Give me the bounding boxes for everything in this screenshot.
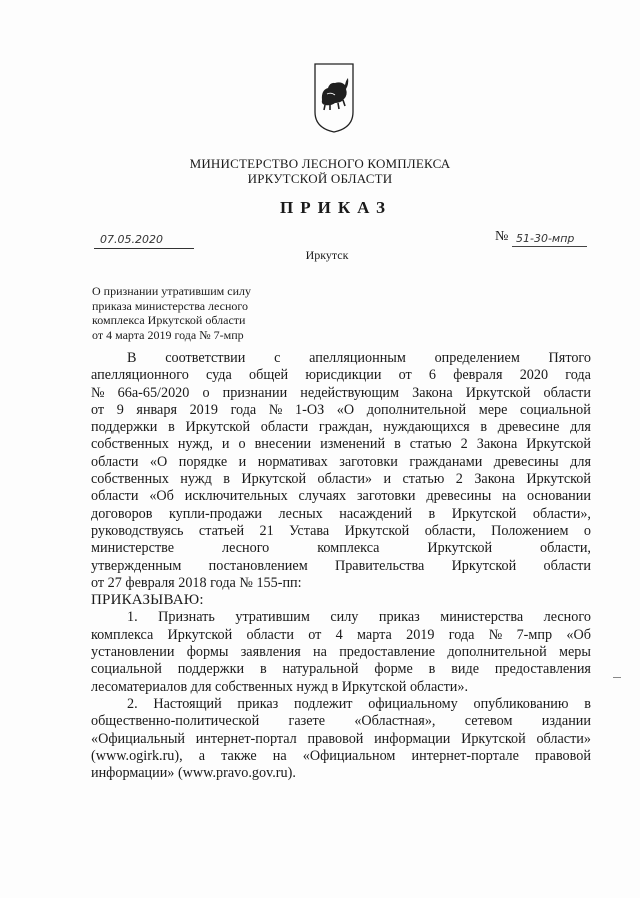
word: Иркутской [451, 557, 517, 574]
preamble-last-line: от 27 февраля 2018 года № 155-пп: [91, 574, 302, 591]
text-line [91, 367, 591, 384]
word: Иркутской [167, 626, 233, 643]
word: № [91, 384, 105, 401]
word: Иркутской [241, 471, 307, 488]
word: порядке [178, 453, 228, 470]
word: Пятого [548, 350, 591, 366]
word: о [238, 436, 246, 453]
word: натуральной [282, 661, 359, 678]
order-item-1 [91, 609, 591, 678]
word: социальной [91, 661, 162, 678]
text-line [91, 350, 591, 367]
word: Закона [412, 384, 453, 401]
word: меры [559, 644, 591, 661]
text-line [91, 731, 591, 748]
word: сетевом [464, 713, 513, 730]
text-line [91, 609, 591, 626]
word: Правительства [334, 557, 425, 574]
word: «О [336, 401, 355, 418]
word: 66а-65/2020 [117, 384, 190, 401]
word: дополнительной [447, 644, 547, 661]
word: заготовки [356, 488, 416, 505]
text-line [91, 436, 591, 453]
word: области» [536, 730, 591, 747]
word: от [91, 401, 105, 418]
text-line [91, 748, 591, 765]
subject-line: от 4 марта 2019 года № 7-мпр [92, 327, 244, 342]
word: Закона [474, 471, 515, 488]
word: дополнительной [366, 401, 467, 418]
subject-line: комплекса Иркутской области [92, 313, 246, 327]
ministry-name-line1: МИНИСТЕРСТВО ЛЕСНОГО КОМПЛЕКСА [189, 156, 451, 171]
word: «Официальный [91, 730, 185, 747]
word: января [136, 401, 177, 418]
word: постановлением [208, 557, 308, 574]
word: области, [540, 540, 591, 557]
word: 4 [335, 626, 343, 643]
word: 21 [259, 522, 274, 539]
ministry-name-line2: ИРКУТСКОЙ ОБЛАСТИ [247, 171, 393, 186]
word: изменений [320, 436, 386, 453]
word: для [570, 419, 591, 436]
word: и [238, 453, 247, 470]
word: приказ [237, 695, 279, 712]
word: апелляционного [91, 367, 189, 384]
word: древесины [493, 453, 559, 470]
word: № [488, 626, 503, 643]
text-line [91, 488, 591, 505]
word: в [584, 695, 591, 712]
word: форме [374, 661, 413, 678]
word: правовой [534, 747, 591, 764]
word: области, [424, 522, 476, 539]
word: газете [288, 713, 326, 730]
word: древесины [426, 488, 492, 505]
word: силу [330, 609, 359, 626]
word: 2019 [189, 401, 218, 418]
text-line [91, 627, 591, 644]
word: о [583, 522, 591, 539]
text-line [91, 506, 591, 523]
word: нужд, [177, 436, 213, 453]
margin-mark [613, 677, 621, 678]
word: в [428, 505, 436, 522]
word: интернет-портал [195, 730, 297, 747]
word: поддержки [177, 661, 245, 678]
word: февраля [453, 367, 503, 384]
word: марта [357, 626, 392, 643]
order-item-2-last-line: информации» (www.pravo.gov.ru). [91, 765, 296, 782]
order-word: ПРИКАЗЫВАЮ: [91, 592, 204, 609]
word: суда [206, 367, 232, 384]
word: предоставления [494, 661, 591, 678]
word: опубликованию [473, 695, 569, 712]
word: Положением [491, 522, 569, 539]
word: общей [249, 367, 289, 384]
word: о [202, 384, 210, 401]
word: апелляционным [309, 350, 406, 366]
word: а [198, 747, 206, 764]
word: с [274, 350, 281, 366]
word: области [543, 557, 591, 574]
text-line [91, 661, 591, 678]
coat-of-arms-emblem [313, 62, 355, 134]
word: области [91, 488, 139, 505]
word: древесине [497, 419, 560, 436]
word: В [127, 350, 137, 366]
text-line [91, 713, 591, 730]
text-line [91, 523, 591, 540]
word: поддержки [91, 419, 158, 436]
word: министерстве [91, 540, 175, 557]
word: области [260, 419, 309, 436]
word: установлении [91, 644, 175, 661]
word: недействующим [300, 384, 400, 401]
word: статью [409, 436, 452, 453]
word: Иркутской [461, 730, 526, 747]
word: года [230, 401, 257, 418]
text-line [91, 540, 591, 557]
word: нужд [180, 471, 212, 488]
subject-line: О признании утратившим силу [92, 284, 251, 298]
word: случаях [298, 488, 347, 505]
word: 1-ОЗ [295, 401, 325, 418]
order-item-2 [91, 696, 591, 765]
word: Иркутской [344, 522, 410, 539]
word: соответствии [165, 350, 246, 366]
word: 2019 [406, 626, 435, 643]
word: для [570, 453, 591, 470]
word: официальному [368, 695, 458, 712]
word: собственных [91, 436, 169, 453]
word: «О [149, 453, 168, 470]
word: области [543, 384, 591, 401]
word: Иркутской [526, 471, 591, 488]
word: Настоящий [153, 695, 222, 712]
word: лесного [543, 609, 591, 626]
text-line [91, 419, 591, 436]
word: комплекса [317, 540, 380, 557]
word: и [221, 436, 230, 453]
word: (www.ogirk.ru), [91, 747, 183, 764]
word: года [565, 367, 591, 384]
word: в [168, 419, 175, 436]
text-line [91, 558, 591, 575]
word: Устава [289, 522, 330, 539]
word: информации [374, 730, 451, 747]
word: министерства [440, 609, 524, 626]
word: основании [526, 488, 591, 505]
text-line [91, 471, 591, 488]
word: на [272, 747, 287, 764]
word: 9 [116, 401, 124, 418]
word: лесных [278, 505, 323, 522]
word: заготовки [339, 453, 398, 470]
text-line [91, 644, 591, 661]
word: определением [434, 350, 520, 366]
word: собственных [91, 471, 169, 488]
word: 2020 [519, 367, 549, 384]
word: социальной [520, 401, 591, 418]
word: «Об [149, 488, 174, 505]
word: комплекса [91, 626, 154, 643]
order-body [91, 350, 591, 782]
word: в [259, 661, 267, 678]
word: Иркутской [526, 436, 591, 453]
word: статью [402, 471, 445, 488]
word: Иркутской [427, 540, 493, 557]
word: Иркутской [185, 419, 251, 436]
word: юрисдикции [305, 367, 382, 384]
word: граждан, [318, 419, 373, 436]
word: от [308, 626, 322, 643]
order-item-1-last-line: лесоматериалов для собственных нужд в Иркутской области». [91, 678, 469, 695]
word: мере [478, 401, 508, 418]
word: Закона [476, 436, 518, 453]
word: года [448, 626, 475, 643]
word: договоров [91, 505, 153, 522]
word: виде [451, 661, 480, 678]
word: «Областная», [354, 713, 436, 730]
word: признании [222, 384, 288, 401]
number-sign: № [495, 229, 509, 244]
word: купли-продажи [168, 505, 263, 522]
word: 6 [428, 367, 436, 384]
text-line [91, 385, 591, 402]
word: № [268, 401, 283, 418]
word: нуждающихся [383, 419, 470, 436]
word: интернет-портале [411, 747, 519, 764]
word: «Об [566, 626, 591, 643]
word: Иркутской [451, 505, 517, 522]
word: на [502, 488, 517, 505]
word: Иркутской [465, 384, 531, 401]
word: 1. [127, 609, 138, 626]
subject-line: приказа министерства лесного [92, 298, 249, 313]
preamble-paragraph [91, 350, 591, 575]
text-line [91, 402, 591, 419]
word: общественно-политической [91, 713, 260, 730]
word: предоставление [339, 644, 436, 661]
word: области», [532, 505, 591, 522]
word: утратившим [235, 609, 310, 626]
word: руководствуясь [91, 522, 184, 539]
word: Признать [158, 609, 215, 626]
document-title: ПРИКАЗ [280, 198, 392, 217]
word: области» [317, 471, 373, 488]
word: внесении [254, 436, 312, 453]
word: издании [541, 713, 591, 730]
word: лесного [222, 540, 270, 557]
subject-block [92, 284, 292, 342]
word: статьей [198, 522, 245, 539]
word: на [313, 644, 327, 661]
word: также [221, 747, 257, 764]
word: и [383, 471, 392, 488]
word: 2 [460, 436, 468, 453]
word: в [223, 471, 230, 488]
word: от [398, 367, 412, 384]
word: исключительных [184, 488, 288, 505]
word: области [91, 453, 139, 470]
handwritten-date: 07.05.2020 [94, 229, 194, 249]
word: подлежит [294, 695, 353, 712]
text-line [91, 696, 591, 713]
word: насаждений [339, 505, 413, 522]
word: гражданами [409, 453, 483, 470]
word: 7-мпр [516, 626, 553, 643]
word: приказ [378, 609, 420, 626]
word: утвержденным [91, 557, 182, 574]
word: правовой [307, 730, 364, 747]
word: в [394, 436, 401, 453]
word: 2 [455, 471, 463, 488]
word: формы [186, 644, 229, 661]
word: заявления [240, 644, 301, 661]
handwritten-order-number: 51-30-мпр [512, 229, 587, 247]
text-line [91, 454, 591, 471]
word: в [480, 419, 488, 436]
city-name: Иркутск [305, 248, 349, 262]
word: нормативах [257, 453, 328, 470]
word: «Официальном [302, 747, 396, 764]
word: области [246, 626, 294, 643]
word: 2. [127, 695, 138, 712]
word: в [428, 661, 436, 678]
